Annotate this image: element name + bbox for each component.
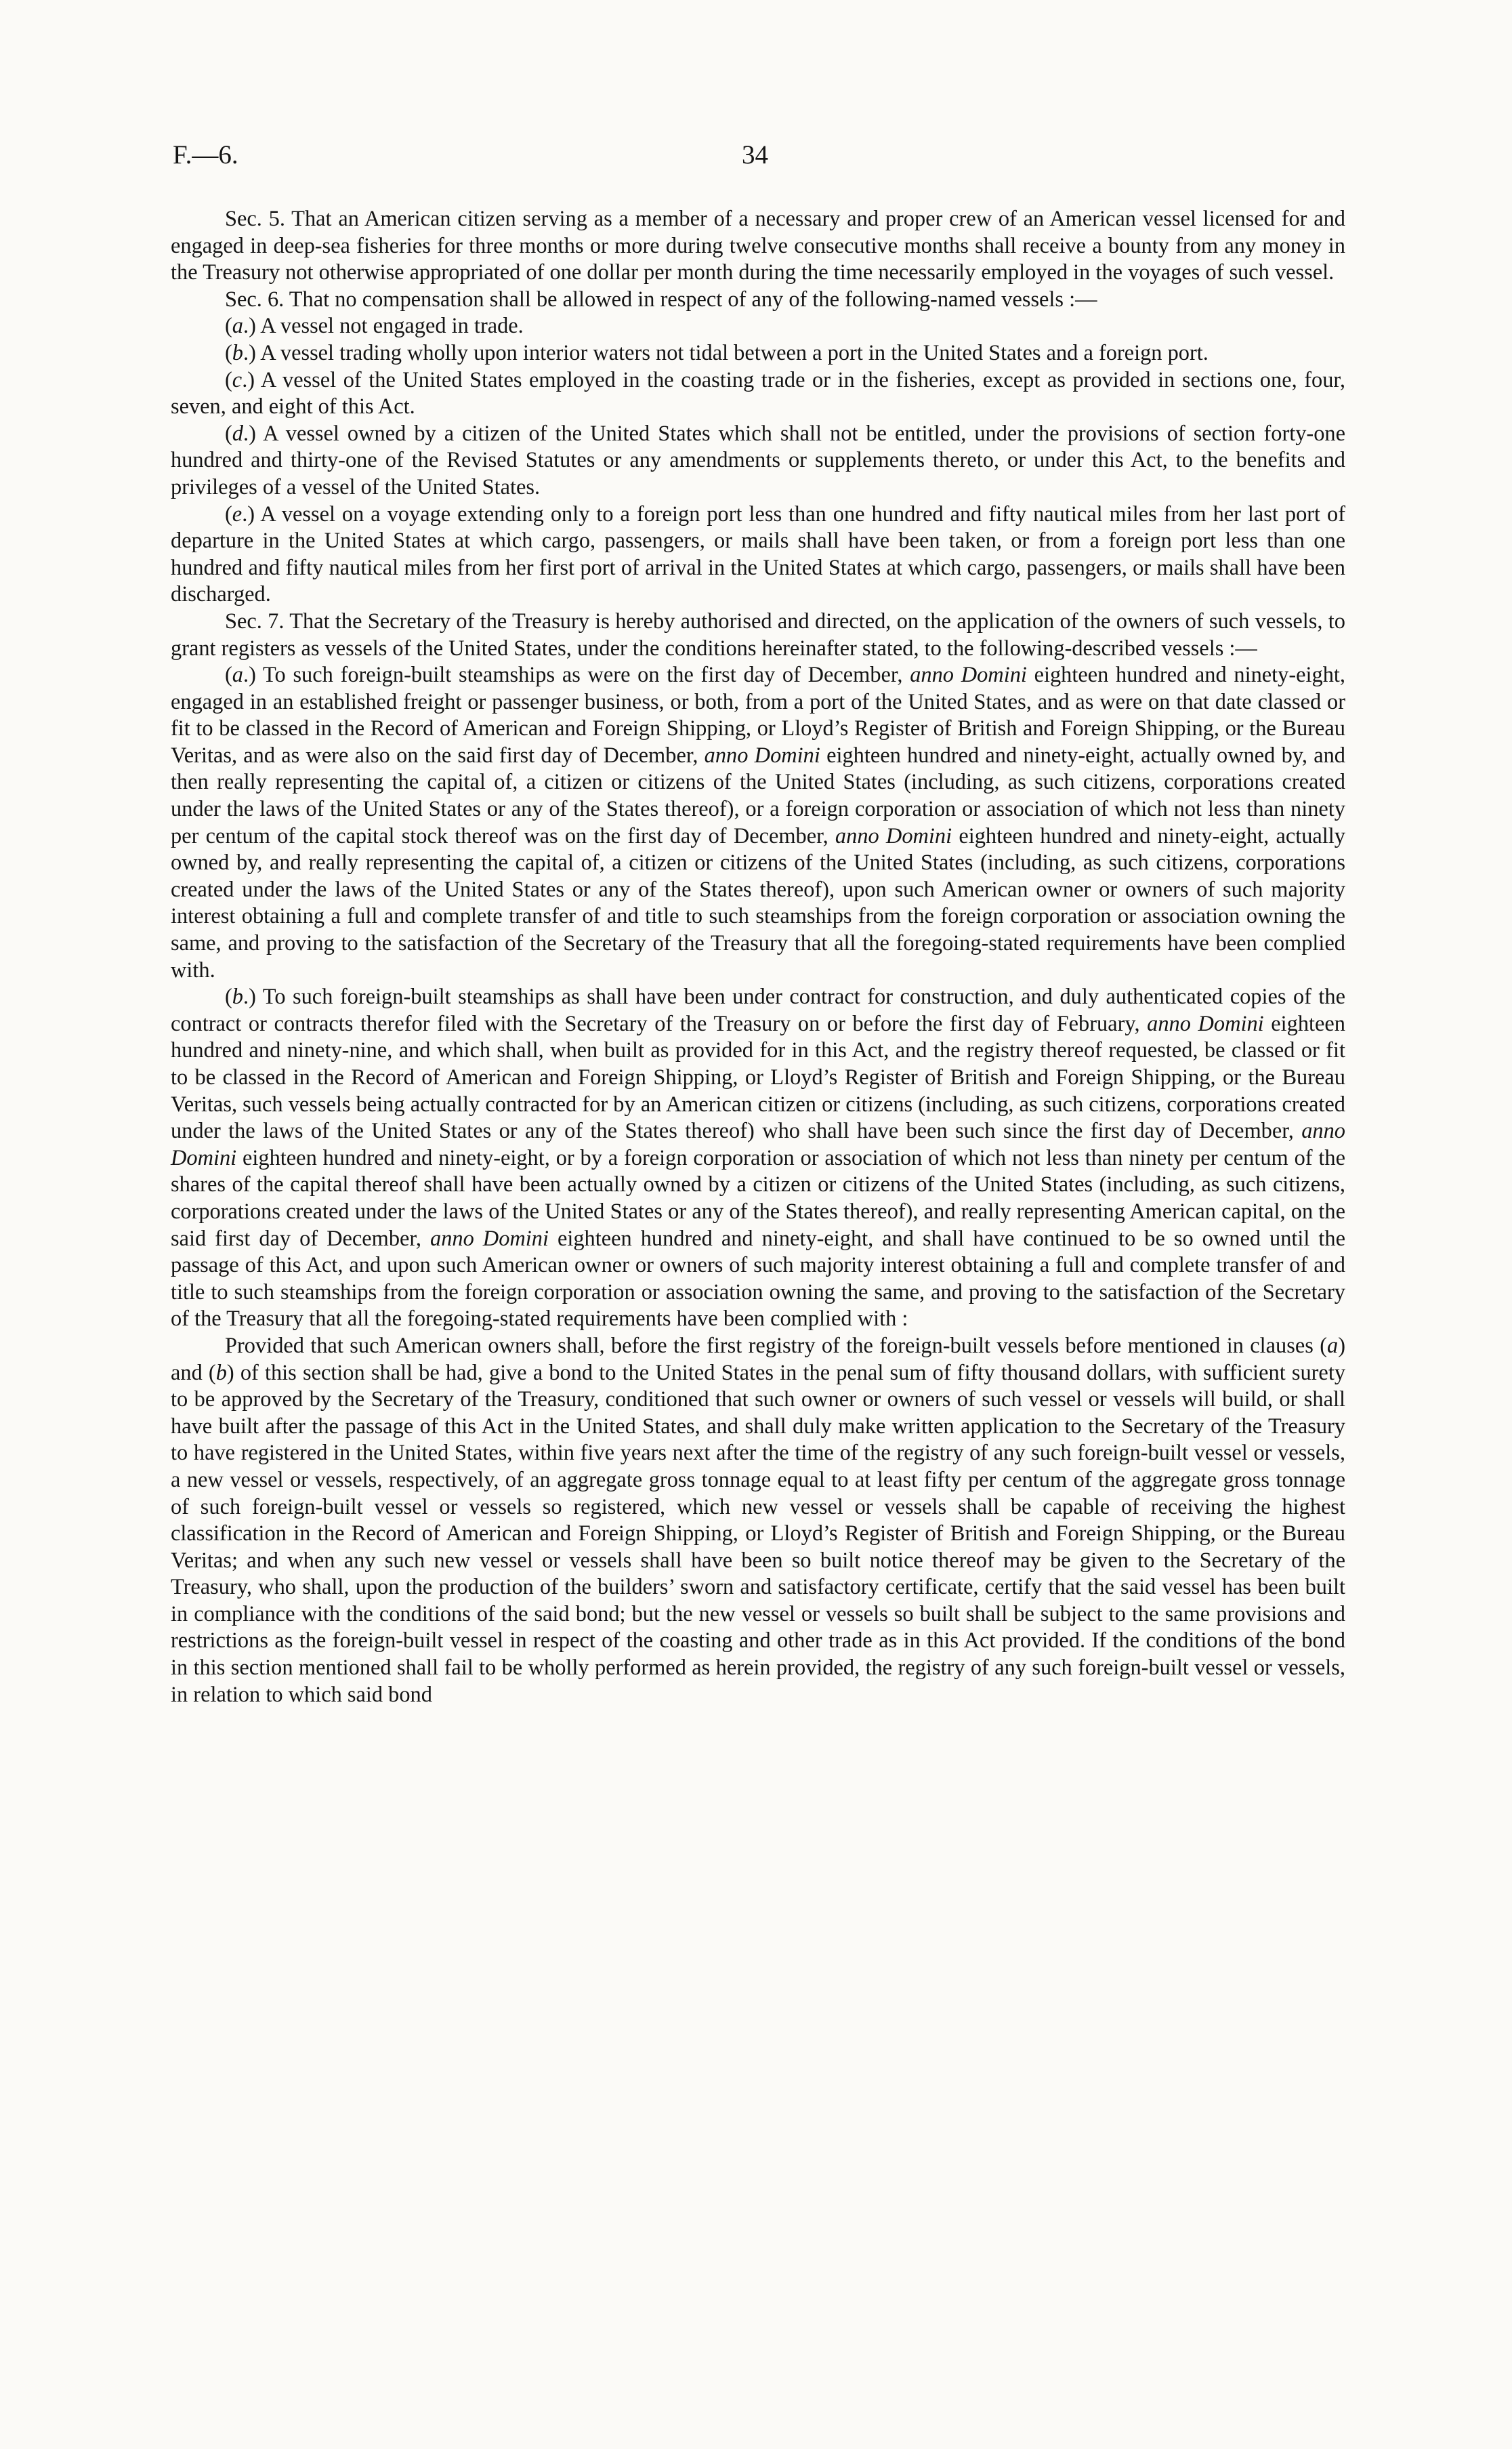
- section-6-clause-a: (a.) A vessel not engaged in trade.: [225, 314, 524, 339]
- section-6-clause-d: (d.) A vessel owned by a citizen of the United States which shall not be entitled, under the provisions of section forty-one hundred and thirty-one of the Revised Statutes or any amendments or supplements thereto, or under this Act, to the benefits and privileges of a vessel of the United States.: [171, 421, 1345, 499]
- page-header: [173, 140, 1343, 180]
- section-6-clause-e: (e.) A vessel on a voyage extending only to a foreign port less than one hundred and fifty nautical miles from her last port of departure in the United States at which cargo, passengers, or mails shall have been taken, or from a foreign port less than one hundred and fifty nautical miles from her first port of arrival in the United States at which cargo, passengers, or mails shall have been discharged.: [171, 501, 1345, 607]
- section-7-paragraph: Sec. 7. That the Secretary of the Treasury is hereby authorised and directed, on the application of the owners of such vessels, to grant registers as vessels of the United States, under the conditions hereinafter stated, to the following-described vessels :—: [171, 609, 1345, 661]
- section-7-clause-a: (a.) To such foreign-built steamships as were on the first day of December, anno Domini eighteen hundred and ninety-eight, engaged in an established freight or passenger business, or both, from a port of the United States, and as were on that date classed or fit to be classed in the Record of American and Foreign Shipping, or Lloyd’s Register of British and Foreign Shipping, or the Bureau Veritas, and as were also on the said first day of December, anno Domini eighteen hundred and ninety-eight, actually owned by, and then really representing the capital of, a citizen or citizens of the United States (including, as such citizens, corporations created under the laws of the United States or any of the States thereof), or a foreign corporation or association of which not less than ninety per centum of the capital stock thereof was on the first day of December, anno Domini eighteen hundred and ninety-eight, actually owned by, and really representing the capital of, a citizen or citizens of the United States (including, as such citizens, corporations created under the laws of the United States or any of the States thereof), upon such American owner or owners of such majority interest obtaining a full and complete transfer of and title to such steamships from the foreign corporation or association owning the same, and proving to the satisfaction of the Secretary of the Treasury that all the foregoing-stated requirements have been complied with.: [171, 663, 1345, 983]
- page-number: 34: [742, 140, 768, 169]
- section-6-clause-b: (b.) A vessel trading wholly upon interior waters not tidal between a port in the United States and a foreign port.: [225, 340, 1209, 365]
- document-body: [171, 206, 1345, 1708]
- section-5-paragraph: Sec. 5. That an American citizen serving as a member of a necessary and proper crew of an American vessel licensed for and engaged in deep-sea fisheries for three months or more during twelve consecutive months shall receive a bounty from any money in the Treasury not otherwise appropriated of one dollar per month during the time necessarily employed in the voyages of such vessel.: [171, 207, 1345, 285]
- section-6-clause-c: (c.) A vessel of the United States employed in the coasting trade or in the fisheries, except as provided in sections one, four, seven, and eight of this Act.: [171, 367, 1345, 419]
- document-reference: F.—6.: [173, 140, 238, 169]
- section-6-paragraph: Sec. 6. That no compensation shall be allowed in respect of any of the following-named vessels :—: [225, 287, 1097, 312]
- section-7-clause-b: (b.) To such foreign-built steamships as shall have been under contract for construction, and duly authenticated copies of the contract or contracts therefor filed with the Secretary of the Treasury on or before the first day of February, anno Domini eighteen hundred and ninety-nine, and which shall, when built as provided for in this Act, and the registry thereof requested, be classed or fit to be classed in the Record of American and Foreign Shipping, or Lloyd’s Register of British and Foreign Shipping, or the Bureau Veritas, such vessels being actually contracted for by an American citizen or citizens (including, as such citizens, corporations created under the laws of the United States or any of the States thereof) who shall have been such since the first day of December, anno Domini eighteen hundred and ninety-eight, or by a foreign corporation or association of which not less than ninety per centum of the shares of the capital thereof shall have been actually owned by a citizen or citizens of the United States (including, as such citizens, corporations created under the laws of the United States or any of the States thereof), and really representing American capital, on the said first day of December, anno Domini eighteen hundred and ninety-eight, and shall have continued to be so owned until the passage of this Act, and upon such American owner or owners of such majority interest obtaining a full and complete transfer of and title to such steamships from the foreign corporation or association owning the same, and proving to the satisfaction of the Secretary of the Treasury that all the foregoing-stated requirements have been complied with :: [171, 985, 1345, 1332]
- proviso-paragraph: Provided that such American owners shall, before the first registry of the foreign-built vessels before mentioned in clauses (a) and (b) of this section shall be had, give a bond to the United States in the penal sum of fifty thousand dollars, with sufficient surety to be approved by the Secretary of the Treasury, conditioned that such owner or owners of such vessel or vessels will build, or shall have built after the passage of this Act in the United States, and shall duly make written application to the Secretary of the Treasury to have registered in the United States, within five years next after the time of the registry of any such foreign-built vessel or vessels, a new vessel or vessels, respectively, of an aggregate gross tonnage equal to at least fifty per centum of the aggregate gross tonnage of such foreign-built vessel or vessels so registered, which new vessel or vessels shall be capable of receiving the highest classification in the Record of American and Foreign Shipping, or Lloyd’s Register of British and Foreign Shipping, or the Bureau Veritas; and when any such new vessel or vessels shall have been so built notice thereof may be given to the Secretary of the Treasury, who shall, upon the production of the builders’ sworn and satisfactory certificate, certify that the said vessel has been built in compliance with the conditions of the said bond; but the new vessel or vessels so built shall be subject to the same provisions and restrictions as the foreign-built vessel in respect of the coasting and other trade as in this Act provided. If the conditions of the bond in this section mentioned shall fail to be wholly performed as herein provided, the registry of any such foreign-built vessel or vessels, in relation to which said bond: [171, 1333, 1346, 1707]
